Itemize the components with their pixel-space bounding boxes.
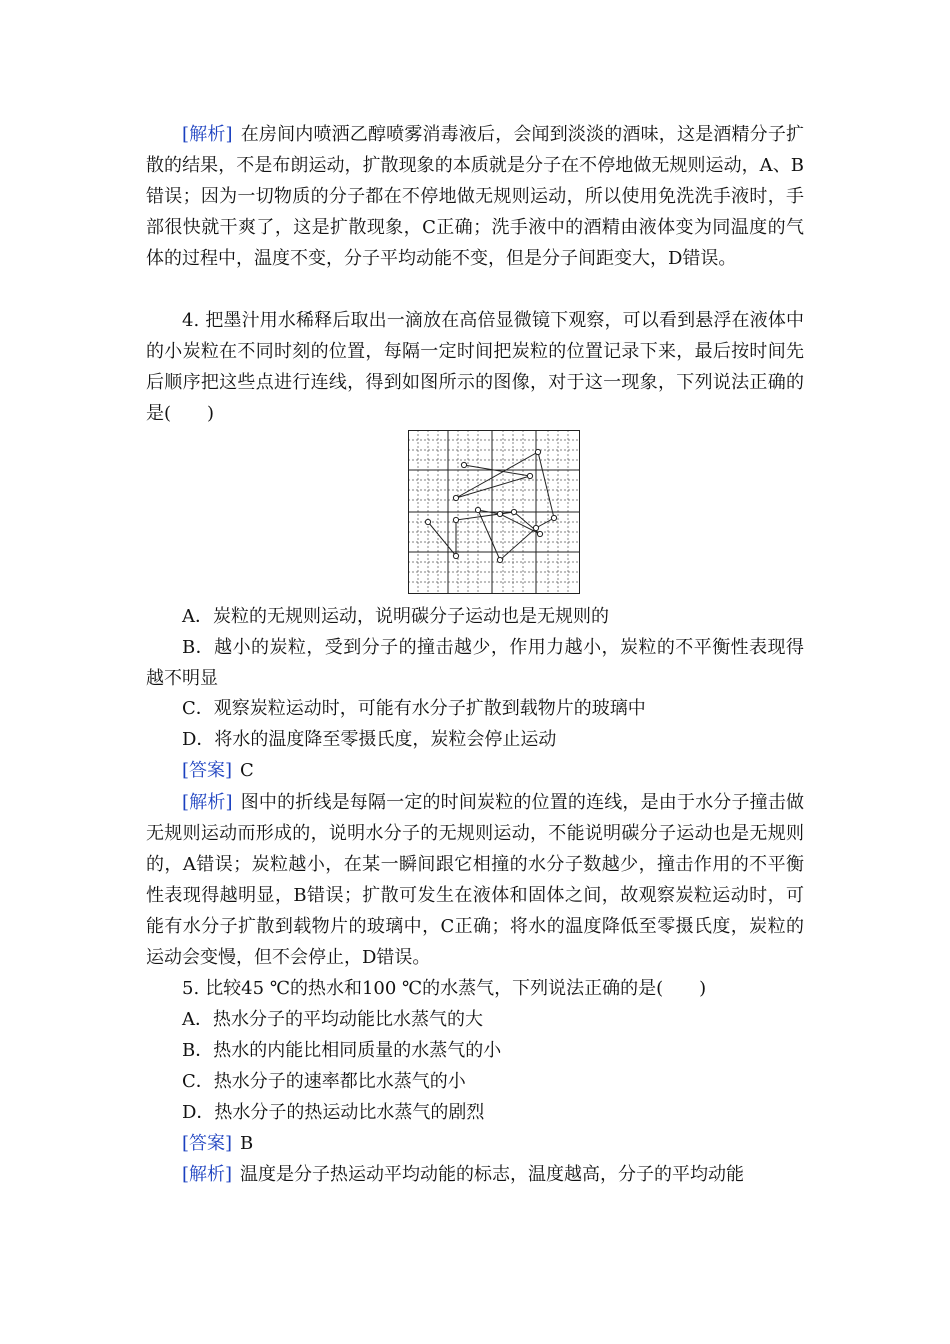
answer-tag: [答案] [182,760,233,781]
q4-answer [182,755,804,786]
analysis-paragraph-q3 [146,119,804,274]
q4-option-c: C．观察炭粒运动时，可能有水分子扩散到载物片的玻璃中 [182,698,646,719]
q4-option-d: D．将水的温度降至零摄氏度，炭粒会停止运动 [182,729,557,750]
q5-option-c: C．热水分子的速率都比水蒸气的小 [182,1071,466,1092]
q5-option-d: D．热水分子的热运动比水蒸气的剧烈 [182,1102,485,1123]
q5-option-a: A．热水分子的平均动能比水蒸气的大 [182,1009,483,1030]
answer-tag: [答案] [182,1133,233,1154]
question-number: 5. [182,978,200,999]
trajectory-path [428,452,554,560]
q4-option-b: B．越小的炭粒，受到分子的撞击越少，作用力越小，炭粒的不平衡性表现得越不明显 [146,637,804,689]
q4-analysis [146,787,804,973]
trajectory-diagram [408,430,580,594]
q5-analysis [146,1159,804,1190]
brownian-motion-figure [408,430,580,594]
answer-value: C [240,760,254,781]
question-text: 把墨汁用水稀释后取出一滴放在高倍显微镜下观察，可以看到悬浮在液体中的小炭粒在不同时刻的位置，每隔一定时间把炭粒的位置记录下来，最后按时间先后顺序把这些点进行连线，得到如图所示的图像，对于这一现象，下列说法正确的是( ) [146,310,804,424]
trajectory-points [425,449,556,562]
major-grid [408,430,580,594]
question-5-stem [146,973,804,1004]
question-4-stem [146,305,804,429]
analysis-tag: [解析] [182,792,233,813]
q5-answer [182,1128,804,1159]
analysis-tag: [解析] [182,1164,233,1185]
q5-option-b: B．热水的内能比相同质量的水蒸气的小 [182,1040,502,1061]
analysis-text: 图中的折线是每隔一定的时间炭粒的位置的连线，是由于水分子撞击做无规则运动而形成的，说明水分子的无规则运动，不能说明碳分子运动也是无规则的，A错误；炭粒越小，在某一瞬间跟它相撞的水分子数越少，撞击作用的不平衡性表现得越明显，B错误；扩散可发生在液体和固体之间，故观察炭粒运动时，可能有水分子扩散到载物片的玻璃中，C正确；将水的温度降低至零摄氏度，炭粒的运动会变慢，但不会停止，D错误。 [146,792,805,968]
q4-option-a: A．炭粒的无规则运动，说明碳分子运动也是无规则的 [182,606,609,627]
analysis-tag: [解析] [182,124,233,145]
analysis-text: 在房间内喷洒乙醇喷雾消毒液后，会闻到淡淡的酒味，这是酒精分子扩散的结果，不是布朗运动，扩散现象的本质就是分子在不停地做无规则运动，A、B错误；因为一切物质的分子都在不停地做无规则运动，所以使用免洗洗手液时，手部很快就干爽了，这是扩散现象，C正确；洗手液中的酒精由液体变为同温度的气体的过程中，温度不变，分子平均动能不变，但是分子间距变大，D错误。 [146,124,805,269]
answer-value: B [240,1133,254,1154]
analysis-text: 温度是分子热运动平均动能的标志，温度越高，分子的平均动能 [240,1164,745,1185]
question-text: 比较45 ℃的热水和100 ℃的水蒸气，下列说法正确的是( ) [205,978,707,999]
question-number: 4. [182,310,200,331]
